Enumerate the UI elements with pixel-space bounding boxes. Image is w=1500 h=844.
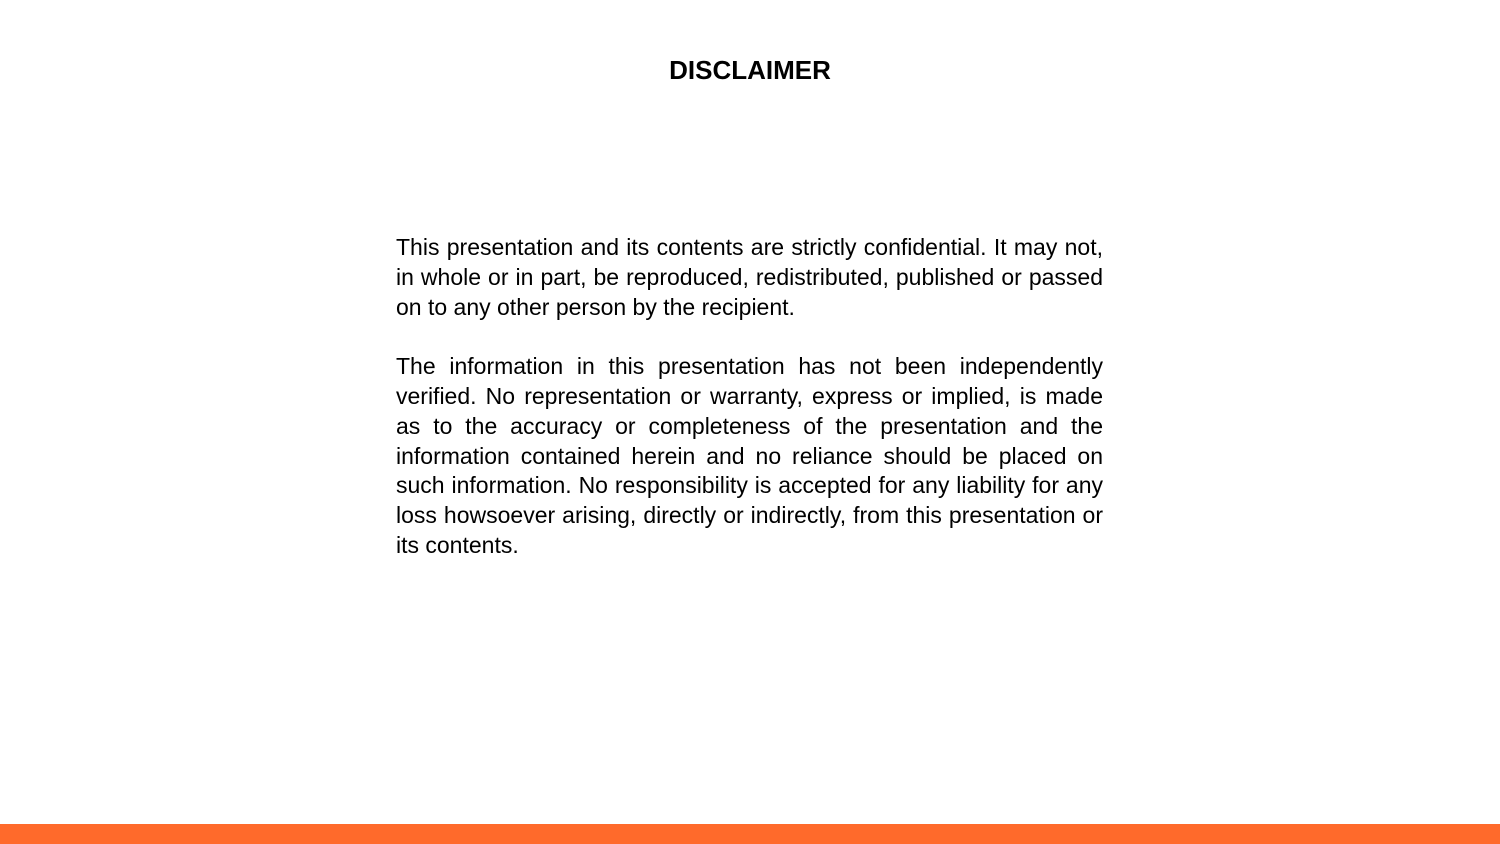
disclaimer-paragraph-liability: The information in this presentation has not been independently verified. No representation or warranty, express or implied, is made as to the accuracy or completeness of the presentation and the information contained herein and no reliance should be placed on such information. No responsibility is accepted for any liability for any loss howsoever arising, directly or indirectly, from this presentation or its contents.	[396, 353, 1103, 558]
accent-footer-bar	[0, 824, 1500, 844]
slide-title: DISCLAIMER	[669, 55, 831, 85]
disclaimer-paragraph-confidentiality: This presentation and its contents are strictly confidential. It may not, in whole or in part, be reproduced, redistributed, published or passed on to any other person by the recipient.	[396, 234, 1103, 320]
disclaimer-body	[396, 233, 1103, 561]
